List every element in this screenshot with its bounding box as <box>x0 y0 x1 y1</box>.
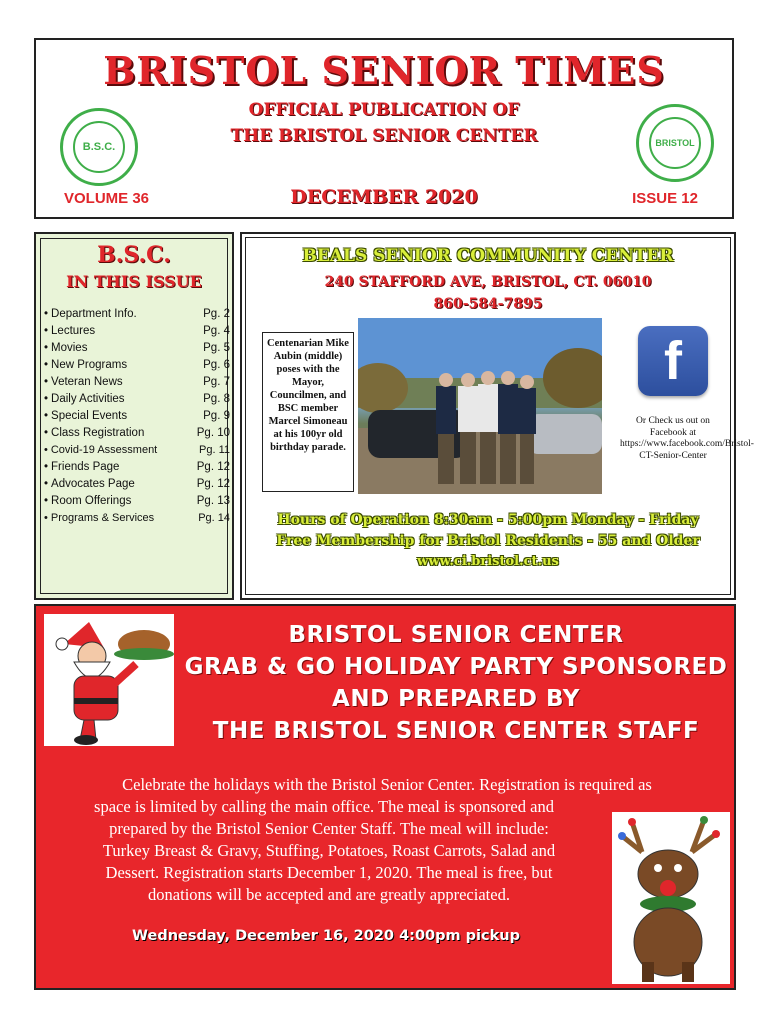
volume-label: VOLUME 36 <box>64 190 150 207</box>
santa-icon <box>44 614 174 746</box>
contents-item-label: • Covid-19 Assessment <box>44 442 157 459</box>
holiday-body-line: Turkey Breast & Gravy, Stuffing, Potatoes, Roast Carrots, Salad and <box>102 841 556 860</box>
contents-item[interactable] <box>44 459 230 476</box>
membership-info: Free Membership for Bristol Residents - 55 and Older <box>276 533 700 549</box>
pickup-date: Wednesday, December 16, 2020 4:00pm pickup <box>132 928 520 944</box>
contents-item-label: • Class Registration <box>44 425 144 442</box>
contents-item[interactable] <box>44 408 230 425</box>
website-link[interactable]: www.ci.bristol.ct.us <box>417 554 559 569</box>
contents-item-label: • Programs & Services <box>44 510 154 527</box>
contents-heading: B.S.C. <box>97 242 171 268</box>
holiday-title-line-4: THE BRISTOL SENIOR CENTER STAFF <box>212 718 700 744</box>
contents-item-label: • Advocates Page <box>44 476 135 493</box>
contents-item-label: • New Programs <box>44 357 127 374</box>
subtitle-line-2: THE BRISTOL SENIOR CENTER <box>230 126 538 146</box>
contents-box <box>34 232 234 600</box>
contents-subheading: IN THIS ISSUE <box>66 272 202 291</box>
newsletter-title: BRISTOL SENIOR TIMES <box>103 48 665 93</box>
contents-item[interactable] <box>44 323 230 340</box>
contents-item[interactable] <box>44 510 230 527</box>
holiday-body-line: Dessert. Registration starts December 1, 2020. The meal is free, but <box>105 863 553 882</box>
holiday-title-line-2: GRAB & GO HOLIDAY PARTY SPONSORED <box>184 654 728 680</box>
holiday-title-line-1: BRISTOL SENIOR CENTER <box>288 622 624 648</box>
center-phone: 860-584-7895 <box>433 296 543 312</box>
senior-center-seal-text: B.S.C. <box>73 121 125 173</box>
contents-item-page: Pg. 14 <box>198 512 230 524</box>
contents-item-label: • Room Offerings <box>44 493 131 510</box>
reindeer-icon <box>612 812 730 984</box>
contents-item-page: Pg. 7 <box>203 376 230 388</box>
masthead <box>34 38 734 219</box>
santa-illustration <box>44 614 174 746</box>
contents-item-page: Pg. 2 <box>203 308 230 320</box>
contents-item-page: Pg. 11 <box>199 444 230 456</box>
contents-item[interactable] <box>44 340 230 357</box>
center-title: BEALS SENIOR COMMUNITY CENTER <box>302 246 674 266</box>
reindeer-illustration <box>612 812 730 984</box>
contents-item-label: • Movies <box>44 340 87 357</box>
contents-item[interactable] <box>44 306 230 323</box>
birthday-parade-photo <box>358 318 602 494</box>
contents-item-label: • Department Info. <box>44 306 137 323</box>
contents-item-page: Pg. 12 <box>196 461 230 473</box>
contents-item-label: • Lectures <box>44 323 95 340</box>
holiday-body-line: prepared by the Bristol Senior Center Staff. The meal will include: <box>109 819 549 838</box>
contents-item-label: • Daily Activities <box>44 391 125 408</box>
contents-item-label: • Special Events <box>44 408 127 425</box>
holiday-party-panel <box>34 604 736 990</box>
contents-item-label: • Veteran News <box>44 374 123 391</box>
contents-item-page: Pg. 4 <box>203 325 230 337</box>
contents-item[interactable] <box>44 391 230 408</box>
facebook-link-text[interactable]: Or Check us out on Facebook at https://www.facebook.com/Bristol-CT-Senior-Center <box>620 416 754 461</box>
contents-item[interactable] <box>44 476 230 493</box>
photo-illustration <box>358 318 602 494</box>
contents-item[interactable] <box>44 442 230 459</box>
contents-item[interactable] <box>44 357 230 374</box>
center-address: 240 STAFFORD AVE, BRISTOL, CT. 06010 <box>324 274 652 290</box>
facebook-icon[interactable]: f <box>638 326 708 396</box>
photo-caption: Centenarian Mike Aubin (middle) poses with the Mayor, Councilmen, and BSC member Marcel Simoneau at his 100yr old birthday parade. <box>262 332 354 492</box>
contents-item-page: Pg. 5 <box>203 342 230 354</box>
holiday-body-line: Celebrate the holidays with the Bristol Senior Center. Registration is required as <box>122 775 652 794</box>
contents-item-page: Pg. 9 <box>203 410 230 422</box>
city-seal <box>636 104 714 182</box>
contents-item[interactable] <box>44 374 230 391</box>
issue-label: ISSUE 12 <box>632 190 698 207</box>
contents-item-page: Pg. 13 <box>196 495 230 507</box>
contents-item[interactable] <box>44 493 230 510</box>
contents-item-page: Pg. 8 <box>203 393 230 405</box>
subtitle-line-1: OFFICIAL PUBLICATION OF <box>248 100 520 120</box>
contents-item-page: Pg. 12 <box>196 478 230 490</box>
contents-item-page: Pg. 6 <box>203 359 230 371</box>
holiday-title-line-3: AND PREPARED BY <box>332 686 580 712</box>
holiday-body-line: space is limited by calling the main office. The meal is sponsored and <box>94 797 554 816</box>
city-seal-text: BRISTOL <box>649 117 701 169</box>
community-center-box <box>240 232 754 600</box>
contents-item-page: Pg. 10 <box>196 427 230 439</box>
hours-of-operation: Hours of Operation 8:30am - 5:00pm Monday - Friday <box>277 512 699 528</box>
holiday-body-line: donations will be accepted and are greatly appreciated. <box>148 885 510 904</box>
contents-item-label: • Friends Page <box>44 459 119 476</box>
contents-item[interactable] <box>44 425 230 442</box>
senior-center-seal <box>60 108 138 186</box>
contents-list <box>44 306 230 527</box>
issue-date: DECEMBER 2020 <box>290 186 478 208</box>
